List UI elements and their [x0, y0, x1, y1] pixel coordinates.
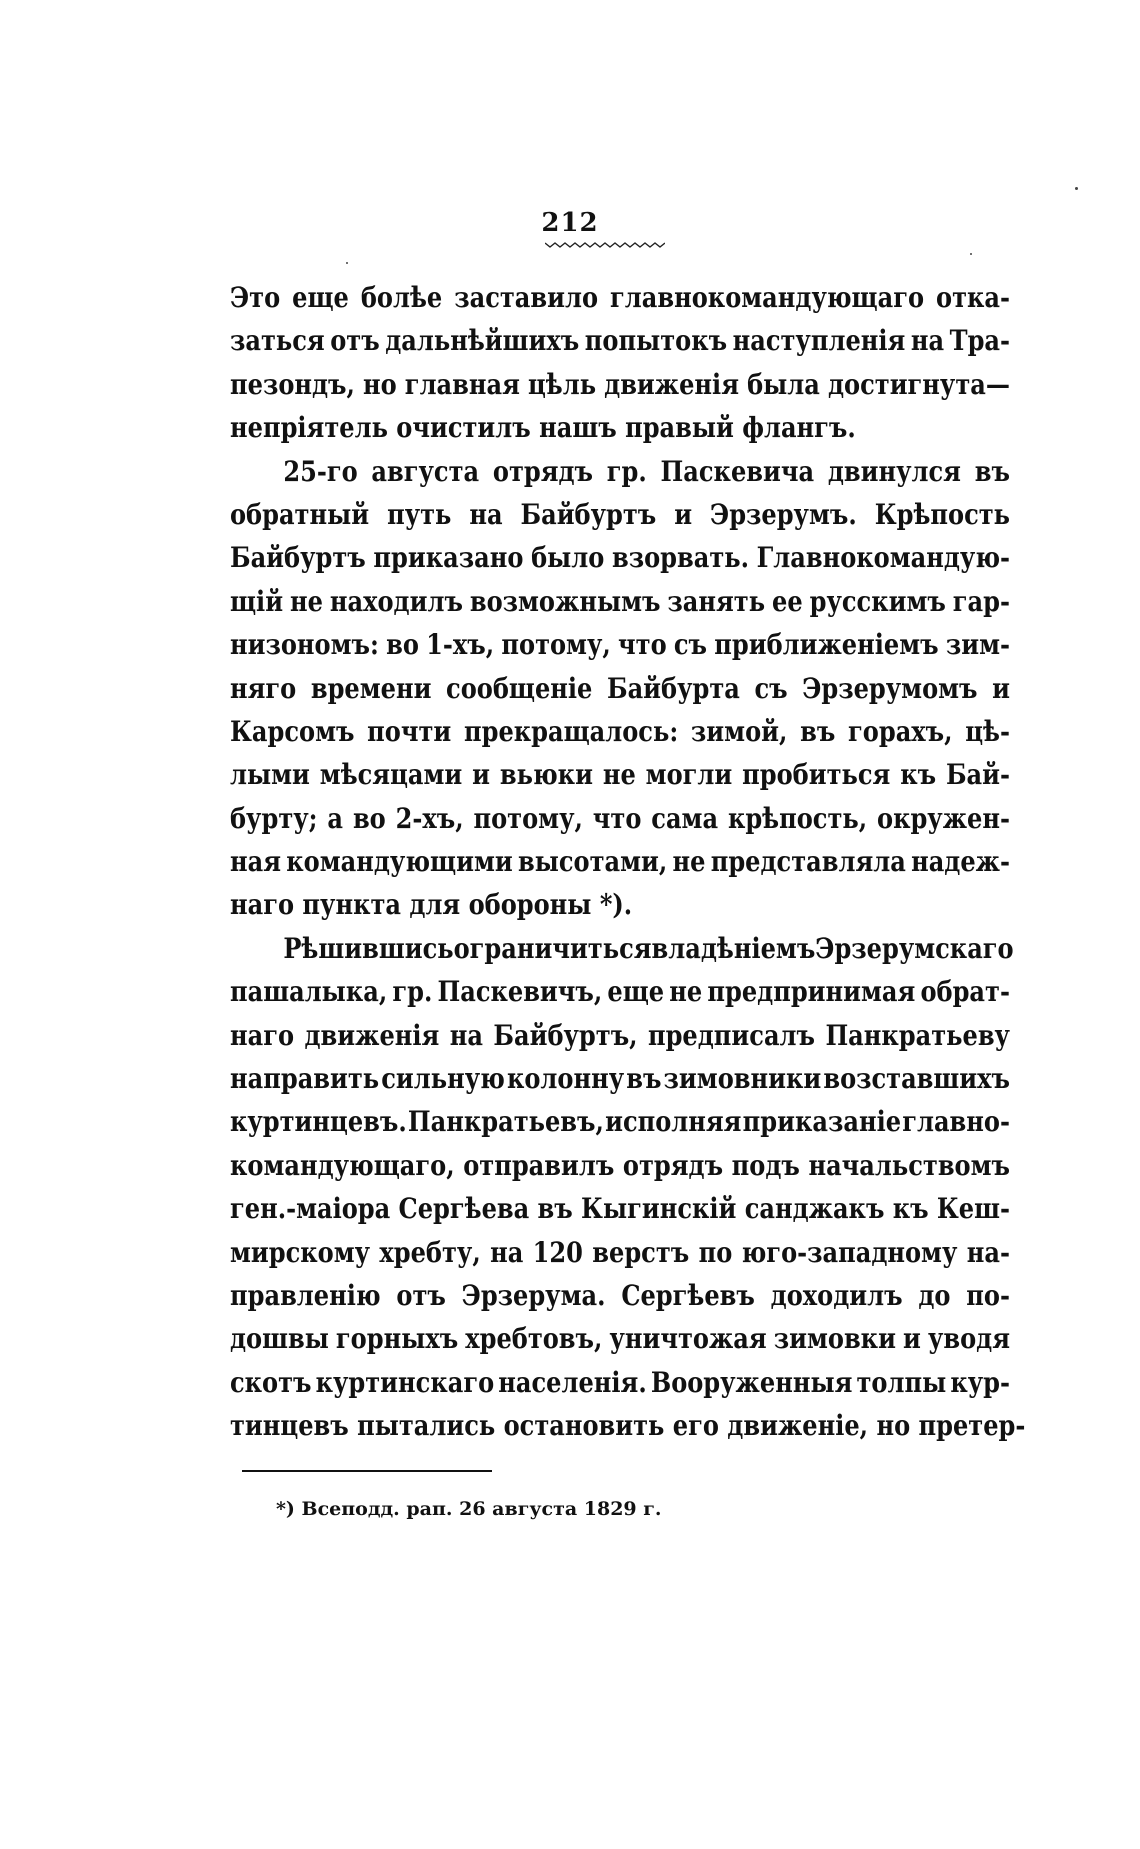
text-line: няго времени сообщеніе Байбурта съ Эрзерумомъ и — [230, 671, 1011, 705]
text-line: Это еще болѣе заставило главнокомандующаго отка- — [230, 281, 1011, 314]
text-line: правленію отъ Эрзерума. Сергѣевъ доходилъ до по- — [230, 1278, 1010, 1312]
text-line: тинцевъ пытались остановить его движеніе, но претер- — [230, 1409, 1026, 1443]
page-number-ornament — [545, 240, 665, 250]
text-line: низономъ: во 1-хъ, потому, что съ приближеніемъ зим- — [230, 628, 1010, 662]
print-speck — [970, 253, 972, 255]
text-line: ген.-маіора Сергѣева въ Кыгинскій санджакъ къ Кеш- — [230, 1192, 1010, 1226]
text-line: Байбуртъ приказано было взорвать. Главнокомандую- — [230, 541, 1011, 575]
text-line: пашалыка, гр. Паскевичъ, еще не предпринимая обрат- — [230, 975, 1010, 1009]
body-text — [230, 276, 1026, 1448]
print-speck — [346, 262, 348, 264]
text-line: дошвы горныхъ хребтовъ, уничтожая зимовки и уводя — [230, 1322, 1010, 1356]
text-line: непріятель очистилъ нашъ правый флангъ. — [230, 411, 856, 445]
page-number: 212 — [541, 208, 599, 238]
text-line: скотъ куртинскаго населенія. Вооруженныя толпы кур- — [230, 1365, 1010, 1399]
text-line: пезондъ, но главная цѣль движенія была достигнута— — [230, 367, 1010, 401]
footnote: *) Всеподд. рап. 26 августа 1829 г. — [276, 1498, 662, 1520]
text-line: куртинцевъ. Панкратьевъ, исполняя приказаніе главно- — [230, 1105, 1010, 1139]
text-line: командующаго, отправилъ отрядъ подъ начальствомъ — [230, 1148, 1011, 1182]
text-line: Рѣшившись ограничиться владѣніемъ Эрзерумскаго — [283, 931, 1014, 965]
print-speck — [1075, 187, 1078, 190]
text-line: наго движенія на Байбуртъ, предписалъ Панкратьеву — [230, 1018, 1010, 1052]
text-line: ная командующими высотами, не представляла надеж- — [230, 845, 1010, 879]
text-line: обратный путь на Байбуртъ и Эрзерумъ. Крѣпость — [230, 497, 1010, 531]
text-line: наго пункта для обороны *). — [230, 888, 633, 922]
text-line: направить сильную колонну въ зимовники возставшихъ — [230, 1062, 1010, 1096]
text-line: заться отъ дальнѣйшихъ попытокъ наступленія на Тра- — [230, 324, 1011, 358]
text-line: 25-го августа отрядъ гр. Паскевича двинулся въ — [283, 454, 1010, 488]
text-line: мирскому хребту, на 120 верстъ по юго-западному на- — [230, 1235, 1010, 1269]
text-line: лыми мѣсяцами и вьюки не могли пробиться къ Бай- — [230, 758, 1010, 792]
footnote-rule — [242, 1470, 492, 1472]
text-line: Карсомъ почти прекращалось: зимой, въ горахъ, цѣ- — [230, 714, 1010, 748]
text-line: бурту; а во 2-хъ, потому, что сама крѣпость, окружен- — [230, 801, 1010, 835]
text-line: щій не находилъ возможнымъ занять ее русскимъ гар- — [230, 584, 1010, 618]
